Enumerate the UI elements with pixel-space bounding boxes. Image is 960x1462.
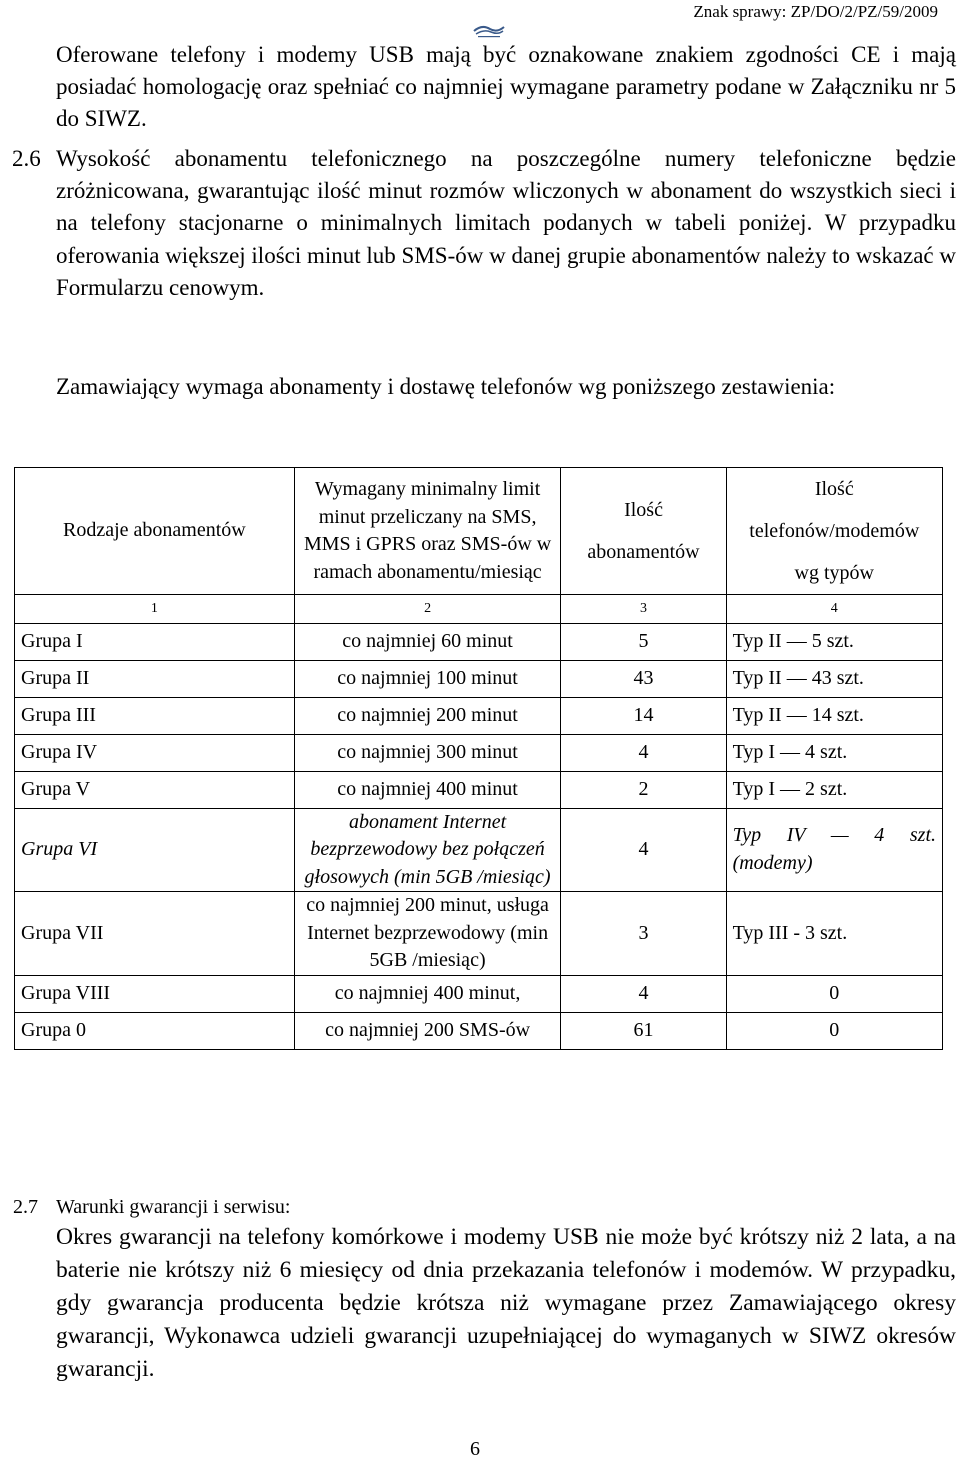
- table-row: [15, 697, 943, 734]
- table-row: [15, 771, 943, 808]
- page-number: 6: [470, 1438, 480, 1460]
- group-limit: co najmniej 60 minut: [294, 623, 561, 660]
- group-phones: Typ II — 43 szt.: [726, 660, 942, 697]
- header-phone-count-line1: Ilość: [814, 478, 854, 500]
- group-limit: abonament Internet bezprzewodowy bez połączeń głosowych (min 5GB /miesiąc): [294, 808, 561, 892]
- section-2-7-number: 2.7: [13, 1196, 38, 1218]
- group-count: 3: [561, 892, 726, 976]
- group-name: Grupa VIII: [15, 975, 295, 1012]
- group-phones-line2: (modemy): [732, 851, 813, 874]
- column-number: 2: [294, 595, 561, 624]
- table-row: [15, 734, 943, 771]
- group-phones-line1: Typ IV — 4 szt.: [732, 824, 936, 847]
- group-limit: co najmniej 200 minut, usługa Internet bezprzewodowy (min 5GB /miesiąc): [294, 892, 561, 976]
- group-count: 2: [561, 771, 726, 808]
- intro-paragraph: Oferowane telefony i modemy USB mają być oznakowane znakiem zgodności CE i mają posiadać homologację oraz spełniać co najmniej wymagane parametry podane w Załączniku nr 5 do SIWZ.: [56, 42, 956, 132]
- header-phone-count-line2: telefonów/modemów: [749, 520, 920, 542]
- group-phones: [726, 808, 942, 892]
- group-phones: 0: [726, 1012, 942, 1049]
- group-count: 4: [561, 808, 726, 892]
- section-2-6: [12, 143, 956, 304]
- group-limit: co najmniej 400 minut: [294, 771, 561, 808]
- group-phones: 0: [726, 975, 942, 1012]
- group-name: Grupa III: [15, 697, 295, 734]
- header-minimum-limit: Wymagany minimalny limit minut przeliczany na SMS, MMS i GPRS oraz SMS-ów w ramach abonamentu/miesiąc: [294, 468, 561, 595]
- table-header-row: [15, 468, 943, 595]
- group-count: 61: [561, 1012, 726, 1049]
- column-number: 4: [726, 595, 942, 624]
- column-number: 1: [15, 595, 295, 624]
- table-row: [15, 623, 943, 660]
- header-subscription-count: Ilość abonamentów: [561, 468, 726, 595]
- group-name: Grupa VI: [15, 808, 295, 892]
- group-phones: Typ II — 5 szt.: [726, 623, 942, 660]
- table-row: [15, 892, 943, 976]
- group-count: 4: [561, 975, 726, 1012]
- section-2-7-text: Okres gwarancji na telefony komórkowe i modemy USB nie może być krótszy niż 2 lata, a na baterie nie krótszy niż 6 miesięcy od dnia przekazania telefonów i modemów. W przypadku, gdy gwarancja producenta będzie krótsza niż wymagane przez Zamawiającego okresy gwarancji, Wykonawca udzieli gwarancji uzupełniającej do wymaganych w SIWZ okresów gwarancji.: [56, 1224, 956, 1382]
- group-limit: co najmniej 200 minut: [294, 697, 561, 734]
- group-name: Grupa VII: [15, 892, 295, 976]
- group-name: Grupa I: [15, 623, 295, 660]
- group-name: Grupa 0: [15, 1012, 295, 1049]
- group-limit: co najmniej 400 minut,: [294, 975, 561, 1012]
- group-count: 4: [561, 734, 726, 771]
- section-2-7-title: Warunki gwarancji i serwisu:: [56, 1196, 291, 1218]
- section-2-6-text: Wysokość abonamentu telefonicznego na poszczególne numery telefoniczne będzie zróżnicowana, gwarantując ilość minut rozmów wliczonych w abonament do wszystkich sieci i na telefony stacjonarne o minimalnych limitach podanych w tabeli poniżej. W przypadku oferowania większej ilości minut lub SMS-ów w danej grupie abonamentów należy to wskazać w Formularzu cenowym.: [56, 146, 956, 300]
- section-2-6-number: 2.6: [12, 146, 41, 171]
- header-phone-count: [726, 468, 942, 595]
- group-count: 43: [561, 660, 726, 697]
- group-name: Grupa II: [15, 660, 295, 697]
- group-name: Grupa IV: [15, 734, 295, 771]
- group-phones: Typ II — 14 szt.: [726, 697, 942, 734]
- group-limit: co najmniej 200 SMS-ów: [294, 1012, 561, 1049]
- group-phones: Typ III - 3 szt.: [726, 892, 942, 976]
- group-phones: Typ I — 4 szt.: [726, 734, 942, 771]
- group-count: 5: [561, 623, 726, 660]
- requirement-intro: Zamawiający wymaga abonamenty i dostawę telefonów wg poniższego zestawienia:: [56, 374, 836, 399]
- header-subscription-types: Rodzaje abonamentów: [15, 468, 295, 595]
- group-count: 14: [561, 697, 726, 734]
- header-phone-count-line3: wg typów: [794, 562, 874, 584]
- table-row: [15, 1012, 943, 1049]
- column-number: 3: [561, 595, 726, 624]
- table-row: [15, 808, 943, 892]
- table-row: [15, 660, 943, 697]
- document-reference: Znak sprawy: ZP/DO/2/PZ/59/2009: [693, 2, 938, 21]
- group-limit: co najmniej 300 minut: [294, 734, 561, 771]
- group-limit: co najmniej 100 minut: [294, 660, 561, 697]
- subscription-table: [14, 467, 943, 1050]
- organization-logo-icon: [472, 22, 506, 38]
- group-name: Grupa V: [15, 771, 295, 808]
- column-number-row: [15, 595, 943, 624]
- table-row: [15, 975, 943, 1012]
- group-phones: Typ I — 2 szt.: [726, 771, 942, 808]
